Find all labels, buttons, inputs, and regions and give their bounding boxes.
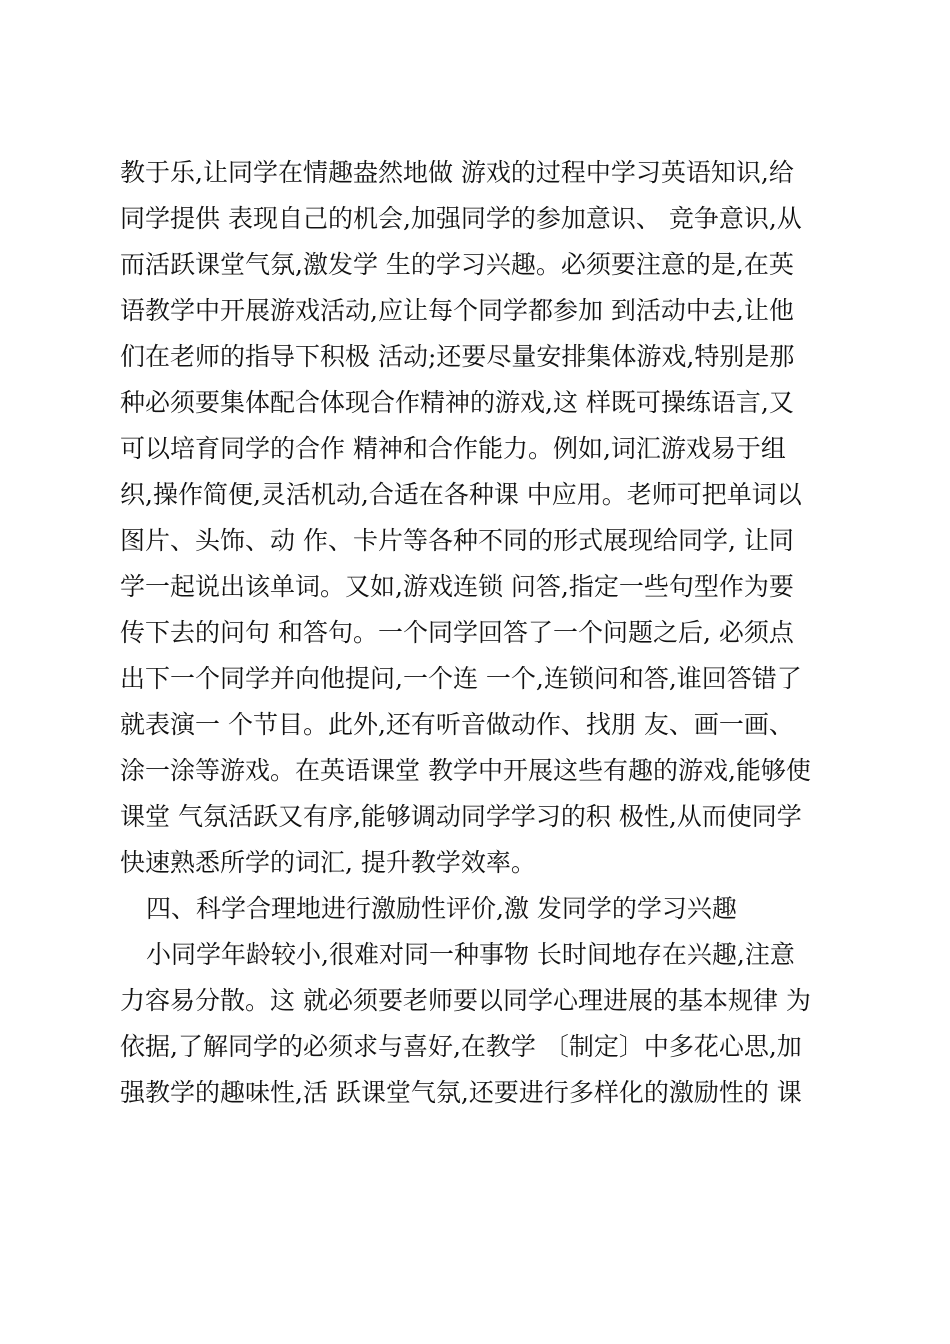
text-line: 就表演一 个节目。此外,还有听音做动作、找朋 友、画一画、 xyxy=(120,710,794,739)
document-body xyxy=(120,150,840,1116)
text-line: 同学提供 表现自己的机会,加强同学的参加意识、 竞争意识,从 xyxy=(120,204,802,233)
text-line: 种必须要集体配合体现合作精神的游戏,这 样既可操练语言,又 xyxy=(120,388,794,417)
text-line: 图片、头饰、动 作、卡片等各种不同的形式展现给同学, 让同 xyxy=(120,526,794,555)
text-line: 课堂 气氛活跃又有序,能够调动同学学习的积 极性,从而使同学 xyxy=(120,802,802,831)
text-line: 涂一涂等游戏。在英语课堂 教学中开展这些有趣的游戏,能够使 xyxy=(120,756,811,785)
text-line: 可以培育同学的合作 精神和合作能力。例如,词汇游戏易于组 xyxy=(120,434,786,463)
text-line: 传下去的问句 和答句。一个同学回答了一个问题之后, 必须点 xyxy=(120,618,794,647)
text-line: 依据,了解同学的必须求与喜好,在教学 〔制定〕中多花心思,加 xyxy=(120,1032,802,1061)
text-line: 力容易分散。这 就必须要老师要以同学心理进展的基本规律 为 xyxy=(120,986,811,1015)
text-line: 语教学中开展游戏活动,应让每个同学都参加 到活动中去,让他 xyxy=(120,296,794,325)
text-line: 强教学的趣味性,活 跃课堂气氛,还要进行多样化的激励性的 课 xyxy=(120,1078,802,1107)
text-line: 们在老师的指导下积极 活动;还要尽量安排集体游戏,特别是那 xyxy=(120,342,795,371)
text-line: 学一起说出该单词。又如,游戏连锁 问答,指定一些句型作为要 xyxy=(120,572,794,601)
text-line: 出下一个同学并向他提问,一个连 一个,连锁问和答,谁回答错了 xyxy=(120,664,802,693)
section-heading: 四、科学合理地进行激励性评价,激 发同学的学习兴趣 xyxy=(146,894,737,923)
text-line: 织,操作简便,灵活机动,合适在各种课 中应用。老师可把单词以 xyxy=(120,480,802,509)
text-line: 而活跃课堂气氛,激发学 生的学习兴趣。必须要注意的是,在英 xyxy=(120,250,794,279)
text-line: 教于乐,让同学在情趣盎然地做 游戏的过程中学习英语知识,给 xyxy=(120,158,794,187)
text-line: 小同学年龄较小,很难对同一种事物 长时间地存在兴趣,注意 xyxy=(146,940,795,969)
text-line: 快速熟悉所学的词汇, 提升教学效率。 xyxy=(120,848,536,877)
